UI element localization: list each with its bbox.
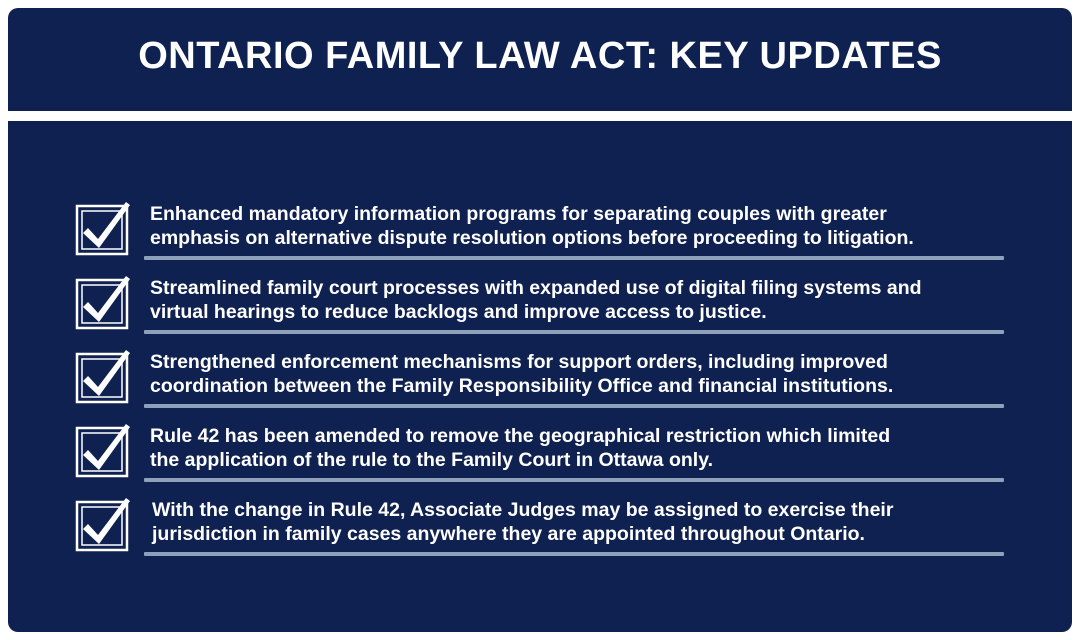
list-item-line: Rule 42 has been amended to remove the geographical restriction which limited bbox=[150, 425, 891, 447]
list-item-line: jurisdiction in family cases anywhere they are appointed throughout Ontario. bbox=[152, 523, 865, 545]
divider bbox=[144, 330, 1004, 334]
divider bbox=[144, 404, 1004, 408]
list-item-text bbox=[150, 276, 1010, 324]
list-item-text bbox=[150, 202, 1010, 250]
title-banner bbox=[8, 8, 1072, 111]
list-item-line: coordination between the Family Responsibility Office and financial institutions. bbox=[150, 375, 894, 397]
list-item-line: With the change in Rule 42, Associate Judges may be assigned to exercise their bbox=[152, 499, 894, 521]
list-item-line: virtual hearings to reduce backlogs and improve access to justice. bbox=[150, 301, 767, 323]
list-item-text bbox=[152, 498, 1012, 546]
divider bbox=[144, 552, 1004, 556]
checkmark-icon bbox=[74, 497, 130, 553]
list-item bbox=[74, 273, 1008, 335]
list-item bbox=[74, 421, 1008, 483]
list-item bbox=[74, 347, 1008, 409]
list-item-line: the application of the rule to the Family Court in Ottawa only. bbox=[150, 449, 714, 471]
list-item-line: Strengthened enforcement mechanisms for support orders, including improved bbox=[150, 351, 888, 373]
checkmark-icon bbox=[74, 201, 130, 257]
checkmark-icon bbox=[74, 423, 130, 479]
checkmark-icon bbox=[74, 275, 130, 331]
checkmark-icon bbox=[74, 349, 130, 405]
list-item-line: Enhanced mandatory information programs for separating couples with greater bbox=[150, 203, 887, 225]
list-item bbox=[74, 199, 1008, 261]
divider bbox=[144, 256, 1004, 260]
page-title: ONTARIO FAMILY LAW ACT: KEY UPDATES bbox=[138, 35, 942, 77]
list-item-text bbox=[150, 350, 1010, 398]
list-item-text bbox=[150, 424, 1010, 472]
list-item-line: Streamlined family court processes with expanded use of digital filing systems and bbox=[150, 277, 922, 299]
list-item-line: emphasis on alternative dispute resolution options before proceeding to litigation. bbox=[150, 227, 914, 249]
updates-panel bbox=[8, 121, 1072, 632]
divider bbox=[144, 478, 1004, 482]
list-item bbox=[74, 495, 1008, 557]
